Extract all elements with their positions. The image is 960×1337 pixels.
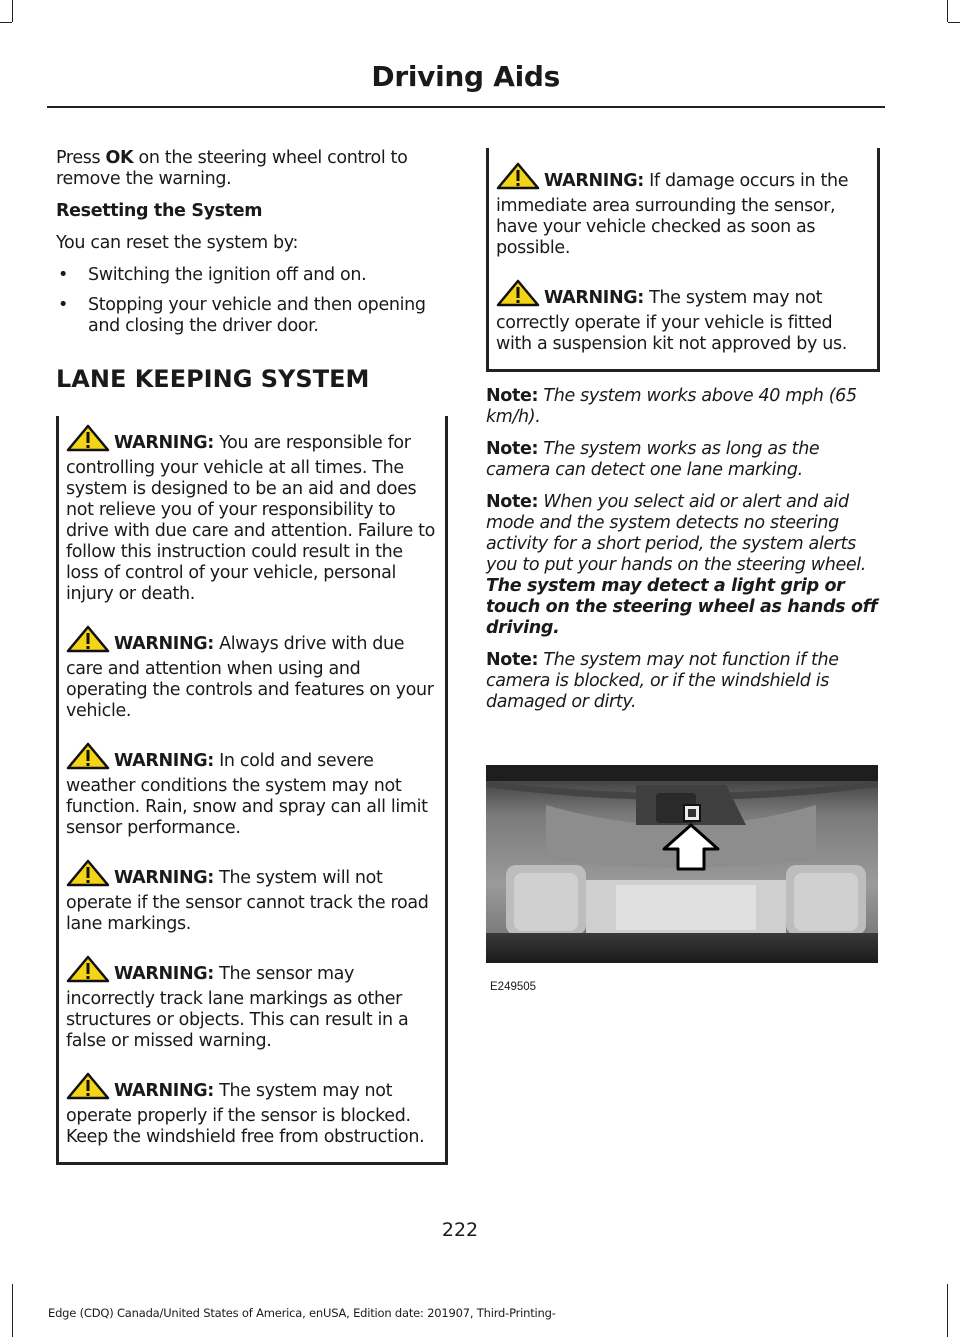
warning-triangle-icon — [66, 625, 110, 659]
crop-mark — [948, 22, 960, 23]
footer-text: Edge (CDQ) Canada/United States of America, enUSA, Edition date: 201907, Third-Printing- — [48, 1306, 556, 1320]
warning-triangle-icon — [66, 955, 110, 989]
reset-heading: Resetting the System — [56, 201, 263, 221]
figure-id: E249505 — [490, 981, 537, 993]
warning-box — [486, 148, 880, 372]
warning-item: WARNING: In cold and severe weather conditions the system may not function. Rain, snow and spray can all limit sensor performance. — [66, 742, 437, 839]
windshield-camera-photo — [486, 765, 878, 963]
warning-item: WARNING: The system will not operate if the sensor cannot track the road lane markings. — [66, 859, 437, 935]
warning-item: WARNING: The sensor may incorrectly track lane markings as other structures or objects. This can result in a false or missed warning. — [66, 955, 437, 1052]
crop-mark — [947, 1284, 948, 1337]
note-item: Note: The system works above 40 mph (65 km/h). — [486, 386, 857, 427]
crop-mark — [947, 0, 948, 22]
page-title: Driving Aids — [371, 60, 560, 93]
list-item: • Stopping your vehicle and then opening and closing the driver door. — [58, 295, 426, 336]
crop-mark — [12, 0, 13, 22]
note-item: Note: The system works as long as the camera can detect one lane marking. — [486, 439, 820, 480]
left-column — [56, 148, 448, 1165]
camera-illustration — [486, 765, 878, 963]
warning-item: WARNING: If damage occurs in the immediate area surrounding the sensor, have your vehicle checked as soon as possible. — [496, 162, 869, 259]
header-divider — [47, 106, 885, 108]
list-item: • Switching the ignition off and on. — [58, 265, 367, 285]
warning-triangle-icon — [66, 742, 110, 776]
ok-key-label: OK — [105, 148, 134, 168]
warning-item: WARNING: Always drive with due care and attention when using and operating the controls and features on your vehicle. — [66, 625, 437, 722]
warning-box — [56, 416, 448, 1165]
warning-triangle-icon — [496, 162, 540, 196]
crop-mark — [0, 22, 12, 23]
crop-mark — [12, 1284, 13, 1337]
note-item: Note: The system may not function if the camera is blocked, or if the windshield is damaged or dirty. — [486, 650, 839, 712]
page-number: 222 — [441, 1219, 479, 1241]
warning-triangle-icon — [66, 859, 110, 893]
warning-triangle-icon — [66, 1072, 110, 1106]
warning-triangle-icon — [66, 424, 110, 458]
note-item: Note: When you select aid or alert and aid mode and the system detects no steering activity for a short period, the system alerts you to put your hands on the steering wheel. The system may detect a light grip or touch on the steering wheel as hands off driving. — [486, 492, 878, 638]
warning-triangle-icon — [496, 279, 540, 313]
warning-item: WARNING: You are responsible for controlling your vehicle at all times. The system is designed to be an aid and does not relieve you of your responsibility to drive with due care and attention. Failure to follow this instruction could result in the loss of control of your vehicle, personal injury or death. — [66, 424, 437, 605]
warning-item: WARNING: The system may not operate properly if the sensor is blocked. Keep the windshield free from obstruction. — [66, 1072, 437, 1148]
section-title: LANE KEEPING SYSTEM — [56, 365, 370, 393]
warning-item: WARNING: The system may not correctly operate if your vehicle is fitted with a suspension kit not approved by us. — [496, 279, 869, 355]
right-column — [486, 148, 880, 724]
reset-intro: You can reset the system by: — [56, 233, 299, 253]
intro-paragraph: Press OK on the steering wheel control to remove the warning. — [56, 148, 408, 189]
